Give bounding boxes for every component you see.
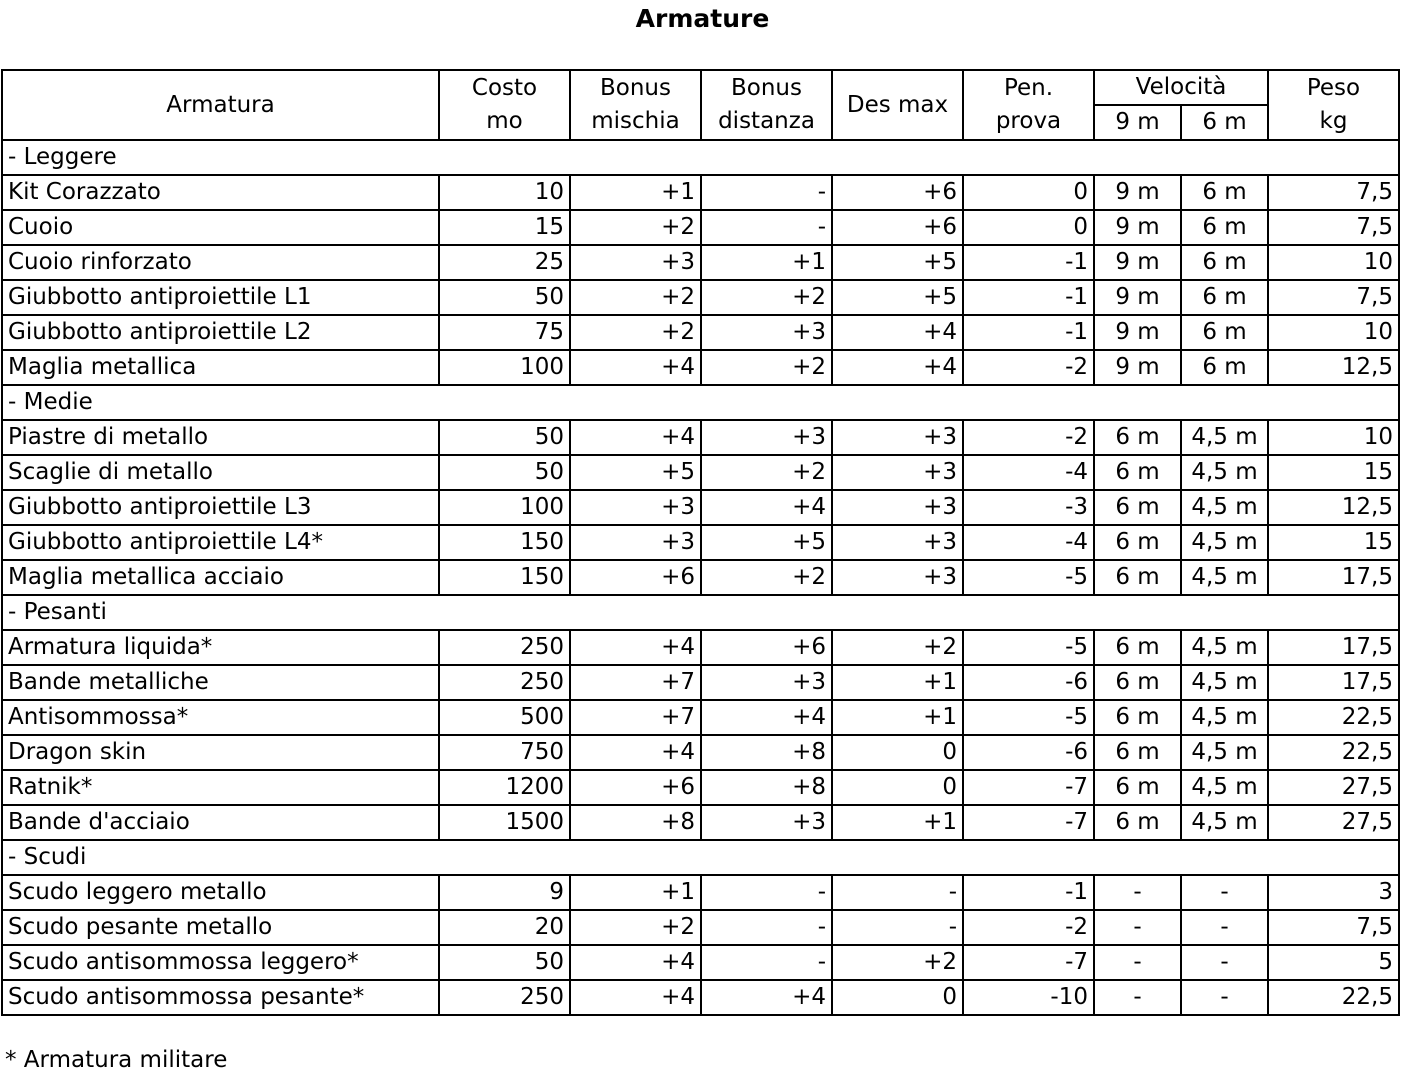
cell-ranged-bonus: +2 [701, 455, 832, 490]
cell-weight: 7,5 [1268, 175, 1399, 210]
cell-max-dex: 0 [832, 770, 963, 805]
cell-speed-6m: 6 m [1181, 245, 1268, 280]
cell-speed-6m: - [1181, 910, 1268, 945]
cell-cost: 25 [439, 245, 570, 280]
cell-armor-name: Bande metalliche [2, 665, 439, 700]
cell-speed-6m: 4,5 m [1181, 630, 1268, 665]
cell-speed-9m: 6 m [1094, 770, 1181, 805]
cell-speed-9m: 6 m [1094, 665, 1181, 700]
cell-max-dex: +3 [832, 490, 963, 525]
cell-speed-9m: 9 m [1094, 350, 1181, 385]
section-row [2, 840, 1399, 875]
table-row [2, 700, 1399, 735]
cell-check-penalty: -7 [963, 945, 1094, 980]
header-velocita: Velocità [1094, 70, 1268, 105]
header-costo [439, 70, 570, 140]
cell-armor-name: Scudo antisommossa pesante* [2, 980, 439, 1015]
cell-armor-name: Ratnik* [2, 770, 439, 805]
cell-max-dex: +4 [832, 350, 963, 385]
cell-check-penalty: -10 [963, 980, 1094, 1015]
table-row [2, 735, 1399, 770]
footnote: * Armatura militare [5, 1047, 228, 1073]
page-title: Armature [635, 4, 770, 33]
cell-melee-bonus: +3 [570, 245, 701, 280]
cell-ranged-bonus: +5 [701, 525, 832, 560]
cell-weight: 10 [1268, 420, 1399, 455]
cell-check-penalty: -2 [963, 420, 1094, 455]
cell-cost: 75 [439, 315, 570, 350]
cell-cost: 50 [439, 420, 570, 455]
cell-melee-bonus: +4 [570, 945, 701, 980]
table-row [2, 420, 1399, 455]
cell-speed-9m: 6 m [1094, 560, 1181, 595]
cell-check-penalty: -5 [963, 560, 1094, 595]
cell-max-dex: +6 [832, 175, 963, 210]
section-row [2, 140, 1399, 175]
cell-ranged-bonus: +6 [701, 630, 832, 665]
cell-ranged-bonus: +2 [701, 560, 832, 595]
cell-max-dex: +1 [832, 805, 963, 840]
header-velocita-9m: 9 m [1094, 105, 1181, 140]
cell-melee-bonus: +4 [570, 980, 701, 1015]
cell-max-dex: +3 [832, 560, 963, 595]
cell-melee-bonus: +4 [570, 350, 701, 385]
cell-weight: 7,5 [1268, 210, 1399, 245]
cell-armor-name: Maglia metallica acciaio [2, 560, 439, 595]
cell-speed-9m: 9 m [1094, 245, 1181, 280]
cell-weight: 5 [1268, 945, 1399, 980]
cell-check-penalty: 0 [963, 210, 1094, 245]
cell-max-dex: - [832, 875, 963, 910]
cell-ranged-bonus: +3 [701, 315, 832, 350]
cell-check-penalty: -1 [963, 280, 1094, 315]
cell-ranged-bonus: - [701, 945, 832, 980]
header-pen-line1: Pen. [1003, 75, 1054, 101]
header-velocita-6m: 6 m [1181, 105, 1268, 140]
cell-cost: 50 [439, 280, 570, 315]
cell-speed-9m: - [1094, 945, 1181, 980]
cell-melee-bonus: +6 [570, 560, 701, 595]
cell-armor-name: Antisommossa* [2, 700, 439, 735]
cell-cost: 150 [439, 560, 570, 595]
cell-cost: 20 [439, 910, 570, 945]
cell-melee-bonus: +4 [570, 630, 701, 665]
cell-armor-name: Scaglie di metallo [2, 455, 439, 490]
cell-armor-name: Giubbotto antiproiettile L3 [2, 490, 439, 525]
cell-weight: 7,5 [1268, 280, 1399, 315]
header-armatura: Armatura [2, 70, 439, 140]
cell-weight: 17,5 [1268, 665, 1399, 700]
cell-melee-bonus: +2 [570, 210, 701, 245]
cell-melee-bonus: +4 [570, 735, 701, 770]
table-row [2, 350, 1399, 385]
cell-ranged-bonus: +4 [701, 490, 832, 525]
cell-armor-name: Bande d'acciaio [2, 805, 439, 840]
cell-ranged-bonus: +4 [701, 700, 832, 735]
cell-speed-9m: - [1094, 980, 1181, 1015]
header-costo-line1: Costo [471, 75, 538, 101]
cell-max-dex: +2 [832, 630, 963, 665]
table-row [2, 245, 1399, 280]
cell-max-dex: +3 [832, 420, 963, 455]
cell-ranged-bonus: +1 [701, 245, 832, 280]
cell-melee-bonus: +3 [570, 525, 701, 560]
cell-melee-bonus: +2 [570, 315, 701, 350]
table-row [2, 175, 1399, 210]
cell-ranged-bonus: +8 [701, 735, 832, 770]
cell-armor-name: Cuoio rinforzato [2, 245, 439, 280]
cell-check-penalty: -7 [963, 770, 1094, 805]
cell-weight: 27,5 [1268, 770, 1399, 805]
cell-armor-name: Scudo leggero metallo [2, 875, 439, 910]
cell-max-dex: +3 [832, 455, 963, 490]
cell-speed-6m: - [1181, 980, 1268, 1015]
table-row [2, 210, 1399, 245]
cell-melee-bonus: +7 [570, 700, 701, 735]
header-mischia-line2: mischia [591, 108, 680, 134]
cell-max-dex: +4 [832, 315, 963, 350]
table-row [2, 490, 1399, 525]
cell-speed-9m: 6 m [1094, 455, 1181, 490]
table-row [2, 630, 1399, 665]
cell-speed-6m: 6 m [1181, 350, 1268, 385]
cell-ranged-bonus: +4 [701, 980, 832, 1015]
cell-melee-bonus: +4 [570, 420, 701, 455]
table-row [2, 910, 1399, 945]
cell-check-penalty: -1 [963, 315, 1094, 350]
cell-melee-bonus: +7 [570, 665, 701, 700]
table-row [2, 875, 1399, 910]
cell-ranged-bonus: +8 [701, 770, 832, 805]
cell-speed-6m: 4,5 m [1181, 665, 1268, 700]
cell-ranged-bonus: +3 [701, 805, 832, 840]
cell-ranged-bonus: +3 [701, 420, 832, 455]
header-mischia-line1: Bonus [600, 75, 671, 101]
table-row [2, 525, 1399, 560]
cell-speed-9m: - [1094, 875, 1181, 910]
cell-check-penalty: -5 [963, 700, 1094, 735]
section-title: - Pesanti [2, 595, 1399, 630]
cell-max-dex: +5 [832, 245, 963, 280]
section-title: - Scudi [2, 840, 1399, 875]
cell-check-penalty: -1 [963, 875, 1094, 910]
cell-armor-name: Giubbotto antiproiettile L2 [2, 315, 439, 350]
cell-speed-9m: 6 m [1094, 735, 1181, 770]
table-row [2, 560, 1399, 595]
table-row [2, 980, 1399, 1015]
cell-cost: 100 [439, 490, 570, 525]
cell-speed-6m: 4,5 m [1181, 560, 1268, 595]
cell-melee-bonus: +1 [570, 875, 701, 910]
cell-speed-6m: 6 m [1181, 280, 1268, 315]
cell-armor-name: Maglia metallica [2, 350, 439, 385]
header-bonus-distanza [701, 70, 832, 140]
header-des-max: Des max [832, 70, 963, 140]
cell-check-penalty: 0 [963, 175, 1094, 210]
header-pen-line2: prova [995, 108, 1062, 134]
cell-max-dex: +6 [832, 210, 963, 245]
cell-weight: 12,5 [1268, 490, 1399, 525]
section-title: - Leggere [2, 140, 1399, 175]
cell-speed-6m: - [1181, 875, 1268, 910]
cell-speed-9m: 6 m [1094, 805, 1181, 840]
cell-speed-6m: 4,5 m [1181, 770, 1268, 805]
cell-melee-bonus: +2 [570, 280, 701, 315]
header-peso-line2: kg [1319, 108, 1348, 134]
cell-max-dex: +2 [832, 945, 963, 980]
section-title: - Medie [2, 385, 1399, 420]
cell-melee-bonus: +6 [570, 770, 701, 805]
table-row [2, 770, 1399, 805]
cell-speed-9m: 9 m [1094, 280, 1181, 315]
cell-speed-6m: 4,5 m [1181, 700, 1268, 735]
cell-armor-name: Scudo antisommossa leggero* [2, 945, 439, 980]
cell-check-penalty: -1 [963, 245, 1094, 280]
cell-cost: 750 [439, 735, 570, 770]
cell-check-penalty: -4 [963, 525, 1094, 560]
cell-speed-6m: 4,5 m [1181, 525, 1268, 560]
cell-speed-9m: 9 m [1094, 210, 1181, 245]
cell-armor-name: Dragon skin [2, 735, 439, 770]
cell-speed-9m: 6 m [1094, 630, 1181, 665]
cell-ranged-bonus: - [701, 210, 832, 245]
cell-max-dex: +1 [832, 665, 963, 700]
cell-speed-9m: 6 m [1094, 525, 1181, 560]
cell-melee-bonus: +3 [570, 490, 701, 525]
cell-melee-bonus: +5 [570, 455, 701, 490]
cell-check-penalty: -2 [963, 910, 1094, 945]
cell-speed-6m: 4,5 m [1181, 490, 1268, 525]
cell-speed-6m: - [1181, 945, 1268, 980]
cell-cost: 500 [439, 700, 570, 735]
header-costo-line2: mo [486, 108, 523, 134]
cell-weight: 15 [1268, 525, 1399, 560]
cell-max-dex: +5 [832, 280, 963, 315]
cell-cost: 1200 [439, 770, 570, 805]
cell-melee-bonus: +1 [570, 175, 701, 210]
cell-armor-name: Armatura liquida* [2, 630, 439, 665]
cell-cost: 100 [439, 350, 570, 385]
cell-cost: 250 [439, 980, 570, 1015]
cell-cost: 10 [439, 175, 570, 210]
cell-speed-6m: 4,5 m [1181, 735, 1268, 770]
cell-check-penalty: -3 [963, 490, 1094, 525]
cell-weight: 22,5 [1268, 700, 1399, 735]
cell-max-dex: - [832, 910, 963, 945]
table-row [2, 280, 1399, 315]
cell-cost: 250 [439, 665, 570, 700]
cell-armor-name: Giubbotto antiproiettile L4* [2, 525, 439, 560]
cell-melee-bonus: +8 [570, 805, 701, 840]
cell-armor-name: Piastre di metallo [2, 420, 439, 455]
cell-check-penalty: -5 [963, 630, 1094, 665]
cell-max-dex: +3 [832, 525, 963, 560]
cell-max-dex: +1 [832, 700, 963, 735]
header-bonus-mischia [570, 70, 701, 140]
cell-speed-6m: 6 m [1181, 175, 1268, 210]
table-row [2, 455, 1399, 490]
cell-ranged-bonus: - [701, 910, 832, 945]
cell-ranged-bonus: +2 [701, 280, 832, 315]
cell-weight: 22,5 [1268, 980, 1399, 1015]
cell-speed-9m: 9 m [1094, 175, 1181, 210]
header-peso-line1: Peso [1306, 75, 1361, 101]
cell-cost: 250 [439, 630, 570, 665]
cell-weight: 7,5 [1268, 910, 1399, 945]
cell-speed-9m: - [1094, 910, 1181, 945]
cell-speed-9m: 6 m [1094, 490, 1181, 525]
cell-ranged-bonus: +2 [701, 350, 832, 385]
cell-ranged-bonus: - [701, 875, 832, 910]
cell-ranged-bonus: +3 [701, 665, 832, 700]
cell-cost: 50 [439, 945, 570, 980]
cell-weight: 3 [1268, 875, 1399, 910]
cell-armor-name: Cuoio [2, 210, 439, 245]
cell-weight: 17,5 [1268, 560, 1399, 595]
cell-check-penalty: -7 [963, 805, 1094, 840]
table-row [2, 665, 1399, 700]
cell-cost: 9 [439, 875, 570, 910]
cell-cost: 15 [439, 210, 570, 245]
cell-armor-name: Scudo pesante metallo [2, 910, 439, 945]
cell-armor-name: Kit Corazzato [2, 175, 439, 210]
cell-weight: 15 [1268, 455, 1399, 490]
cell-weight: 17,5 [1268, 630, 1399, 665]
header-pen-prova [963, 70, 1094, 140]
cell-melee-bonus: +2 [570, 910, 701, 945]
cell-speed-9m: 6 m [1094, 420, 1181, 455]
cell-weight: 10 [1268, 245, 1399, 280]
section-row [2, 385, 1399, 420]
cell-weight: 27,5 [1268, 805, 1399, 840]
table-row [2, 805, 1399, 840]
cell-cost: 150 [439, 525, 570, 560]
header-distanza-line2: distanza [718, 108, 815, 134]
cell-speed-9m: 6 m [1094, 700, 1181, 735]
cell-cost: 50 [439, 455, 570, 490]
section-row [2, 595, 1399, 630]
cell-check-penalty: -2 [963, 350, 1094, 385]
header-distanza-line1: Bonus [731, 75, 802, 101]
cell-speed-6m: 6 m [1181, 210, 1268, 245]
cell-cost: 1500 [439, 805, 570, 840]
table-row [2, 945, 1399, 980]
cell-check-penalty: -4 [963, 455, 1094, 490]
cell-max-dex: 0 [832, 735, 963, 770]
table-row [2, 315, 1399, 350]
cell-check-penalty: -6 [963, 735, 1094, 770]
cell-speed-9m: 9 m [1094, 315, 1181, 350]
cell-weight: 12,5 [1268, 350, 1399, 385]
cell-weight: 10 [1268, 315, 1399, 350]
cell-speed-6m: 4,5 m [1181, 420, 1268, 455]
armor-table [1, 69, 1400, 1016]
cell-max-dex: 0 [832, 980, 963, 1015]
armor-table-body [2, 140, 1399, 1015]
cell-ranged-bonus: - [701, 175, 832, 210]
cell-armor-name: Giubbotto antiproiettile L1 [2, 280, 439, 315]
cell-weight: 22,5 [1268, 735, 1399, 770]
header-peso [1268, 70, 1399, 140]
cell-speed-6m: 4,5 m [1181, 455, 1268, 490]
cell-speed-6m: 6 m [1181, 315, 1268, 350]
cell-check-penalty: -6 [963, 665, 1094, 700]
cell-speed-6m: 4,5 m [1181, 805, 1268, 840]
